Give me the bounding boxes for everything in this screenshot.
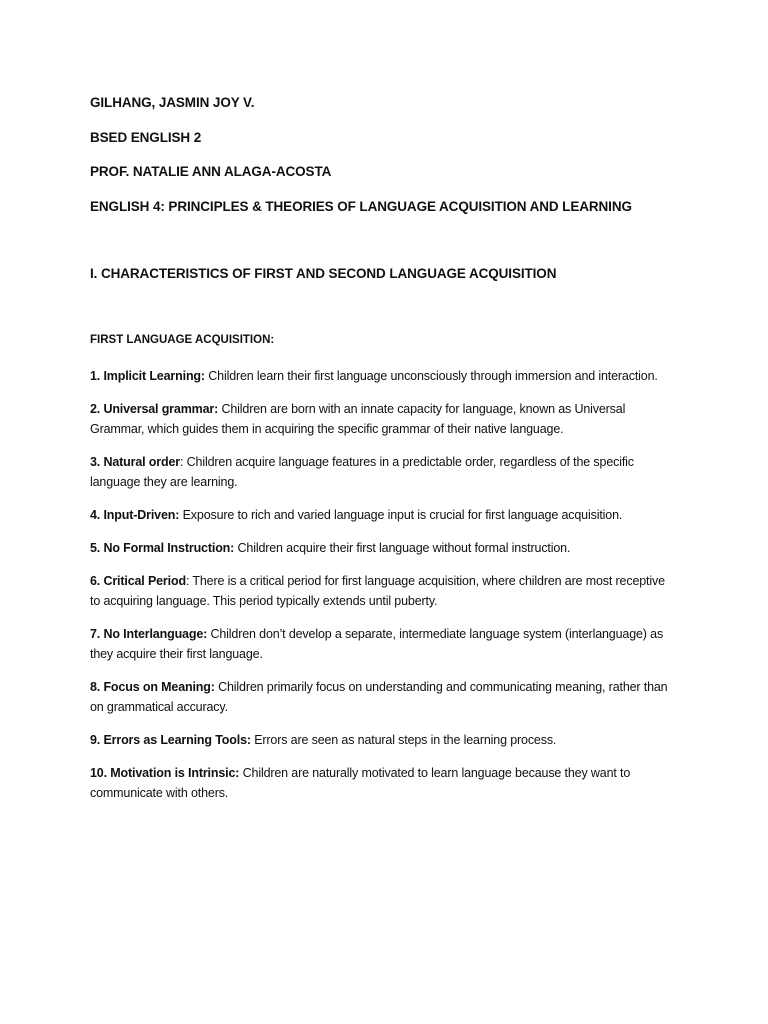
- subsection-heading: FIRST LANGUAGE ACQUISITION:: [90, 334, 275, 346]
- professor-line: PROF. NATALIE ANN ALAGA-ACOSTA: [90, 164, 332, 179]
- list-item: [90, 624, 675, 664]
- item-term: 4. Input-Driven:: [90, 508, 180, 522]
- list-item: [90, 505, 675, 525]
- item-text: Exposure to rich and varied language input is crucial for first language acquisition.: [179, 508, 623, 522]
- item-term: 2. Universal grammar:: [90, 402, 219, 416]
- item-text: Children are naturally motivated to learn language because they want to communicate with others.: [90, 766, 631, 800]
- item-term: 9. Errors as Learning Tools:: [90, 733, 251, 747]
- item-text: Errors are seen as natural steps in the learning process.: [250, 733, 557, 747]
- list-item: [90, 571, 675, 611]
- item-text: Children don’t develop a separate, intermediate language system (interlanguage) as they acquire their first language.: [90, 627, 664, 661]
- item-text: Children are born with an innate capacity for language, known as Universal Grammar, which guides them in acquiring the specific grammar of their native language.: [90, 402, 626, 436]
- list-item: [90, 730, 675, 750]
- item-term: 8. Focus on Meaning:: [90, 680, 215, 694]
- item-text: : There is a critical period for first language acquisition, where children are most receptive to acquiring language. This period typically extends until puberty.: [90, 574, 665, 608]
- list-item: [90, 677, 675, 717]
- item-text: Children learn their first language unconsciously through immersion and interaction.: [204, 369, 658, 383]
- student-name: GILHANG, JASMIN JOY V.: [90, 95, 255, 110]
- item-term: 6. Critical Period: [90, 574, 186, 588]
- item-text: Children acquire their first language without formal instruction.: [234, 541, 571, 555]
- characteristics-list: [90, 366, 675, 816]
- list-item: [90, 452, 675, 492]
- item-term: 1. Implicit Learning:: [90, 369, 205, 383]
- list-item: [90, 763, 675, 803]
- item-term: 3. Natural order: [90, 455, 180, 469]
- item-term: 10. Motivation is Intrinsic:: [90, 766, 240, 780]
- item-text: : Children acquire language features in a predictable order, regardless of the specific language they are learning.: [90, 455, 634, 489]
- section-heading: I. CHARACTERISTICS OF FIRST AND SECOND LANGUAGE ACQUISITION: [90, 266, 557, 281]
- item-term: 5. No Formal Instruction:: [90, 541, 235, 555]
- course-title: ENGLISH 4: PRINCIPLES & THEORIES OF LANGUAGE ACQUISITION AND LEARNING: [90, 199, 632, 214]
- program-line: BSED ENGLISH 2: [90, 130, 202, 145]
- item-term: 7. No Interlanguage:: [90, 627, 208, 641]
- list-item: [90, 366, 675, 386]
- list-item: [90, 399, 675, 439]
- item-text: Children primarily focus on understanding and communicating meaning, rather than on grammatical accuracy.: [90, 680, 668, 714]
- list-item: [90, 538, 675, 558]
